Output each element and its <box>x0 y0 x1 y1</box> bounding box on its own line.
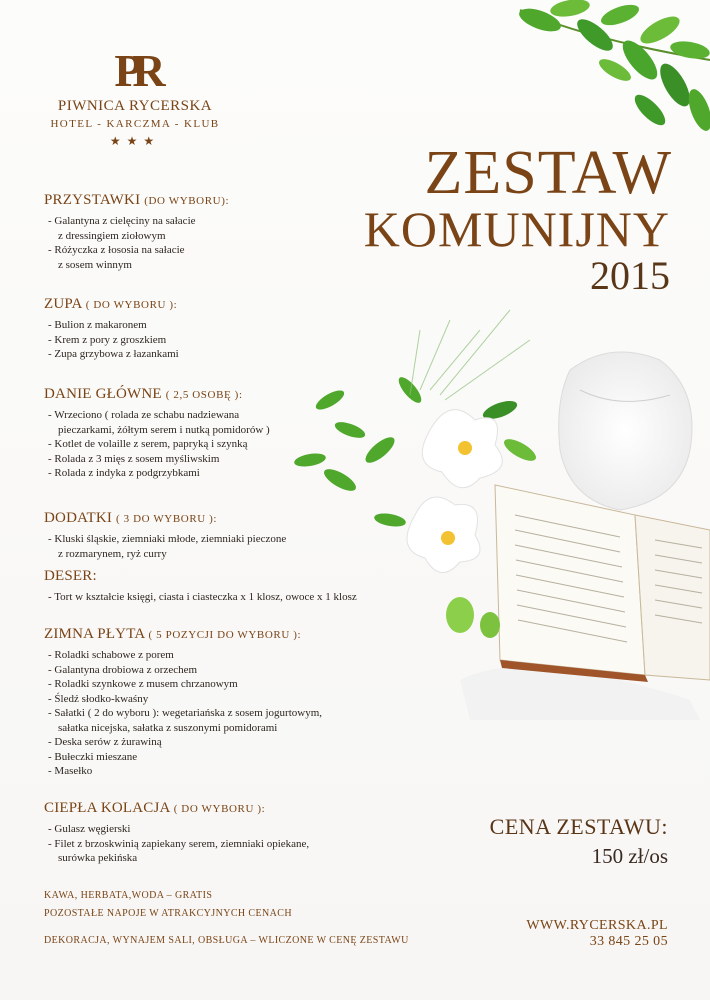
menu-item: z rozmarynem, ryż curry <box>58 547 167 560</box>
section-przystawki <box>44 192 229 272</box>
section-items <box>44 822 309 866</box>
price-value: 150 zł/os <box>591 844 668 868</box>
menu-item: - Rolada z indyka z podgrzybkami <box>48 467 200 479</box>
price-label: CENA ZESTAWU: <box>489 814 668 839</box>
section-zimna-plyta <box>44 626 322 779</box>
section-items <box>44 532 286 561</box>
menu-item: - Deska serów z żurawiną <box>48 736 162 748</box>
section-heading <box>44 192 229 209</box>
section-items <box>44 648 322 779</box>
bible-flowers-photo <box>270 300 710 720</box>
section-name: ZIMNA PŁYTA <box>44 626 145 642</box>
menu-item: - Galantyna drobiowa z orzechem <box>48 663 198 676</box>
section-note: ( DO WYBORU ): <box>85 299 178 311</box>
logo-subtitle: HOTEL - KARCZMA - KLUB <box>50 118 220 130</box>
menu-item: - Zupa grzybowa z łazankami <box>48 348 179 360</box>
leaf-branch-icon <box>500 0 710 140</box>
menu-item: - Filet z brzoskwinią zapiekany serem, ziemniaki opiekane, <box>48 837 310 850</box>
section-note: ( 2,5 OSOBĘ ): <box>165 389 243 401</box>
footer-line-3: DEKORACJA, WYNAJEM SALI, OBSŁUGA – WLICZONE W CENĘ ZESTAWU <box>44 935 409 946</box>
menu-item: - Krem z pory z groszkiem <box>48 333 167 346</box>
section-name: ZUPA <box>44 296 82 312</box>
menu-item: - Galantyna z cielęciny na sałacie <box>48 215 196 227</box>
menu-item: - Kotlet de volaille z serem, papryką i szynką <box>48 438 248 450</box>
title-year: 2015 <box>590 253 670 298</box>
menu-item: surówka pekińska <box>58 852 138 864</box>
section-name: CIEPŁA KOLACJA <box>44 800 170 816</box>
logo-stars: ★★★ <box>109 134 161 148</box>
footer-line-2: POZOSTAŁE NAPOJE W ATRAKCYJNYCH CENACH <box>44 908 292 919</box>
section-heading <box>44 626 322 643</box>
menu-item: - Wrzeciono ( rolada ze schabu nadziewana <box>48 409 240 421</box>
section-name: PRZYSTAWKI <box>44 192 141 208</box>
menu-item: z dressingiem ziołowym <box>58 229 166 242</box>
menu-item: - Bułeczki mieszane <box>48 750 138 763</box>
section-items <box>44 214 229 272</box>
menu-item: - Rolada z 3 mięs z sosem myśliwskim <box>48 452 220 465</box>
menu-item: - Różyczka z łososia na sałacie <box>48 244 185 256</box>
menu-item: - Kluski śląskie, ziemniaki młode, ziemniaki pieczone <box>48 533 287 545</box>
section-heading <box>44 568 357 585</box>
menu-item: - Masełko <box>48 765 93 777</box>
menu-item: - Roladki schabowe z porem <box>48 649 174 661</box>
section-items <box>44 408 270 481</box>
section-deser <box>44 568 357 605</box>
footer-line-1: KAWA, HERBATA,WODA – GRATIS <box>44 890 213 901</box>
section-items <box>44 590 357 605</box>
menu-item: - Tort w kształcie księgi, ciasta i ciasteczka x 1 klosz, owoce x 1 klosz <box>48 591 357 603</box>
section-ciepla-kolacja <box>44 800 309 866</box>
section-heading <box>44 800 309 817</box>
section-note: ( 5 POZYCJI DO WYBORU ): <box>148 629 302 641</box>
menu-item: - Śledź słodko-kwaśny <box>48 692 149 705</box>
menu-item: sałatka nicejska, sałatka z suszonymi pomidorami <box>58 721 278 734</box>
section-name: DANIE GŁÓWNE <box>44 386 162 402</box>
logo <box>40 45 230 149</box>
menu-item: - Bulion z makaronem <box>48 319 147 331</box>
logo-mark: PR <box>114 45 156 96</box>
section-heading <box>44 296 179 313</box>
section-note: ( DO WYBORU ): <box>173 803 266 815</box>
website-link[interactable]: WWW.RYCERSKA.PL <box>526 918 668 933</box>
logo-name: PIWNICA RYCERSKA <box>57 98 213 114</box>
title-line-1: ZESTAW <box>424 139 672 207</box>
section-dodatki <box>44 510 286 561</box>
menu-item: - Sałatki ( 2 do wyboru ): wegetariańska z sosem jogurtowym, <box>48 707 323 719</box>
menu-item: z sosem winnym <box>58 258 132 271</box>
section-danie-glowne <box>44 386 270 481</box>
title-line-2: KOMUNIJNY <box>363 201 670 257</box>
section-name: DODATKI <box>44 510 113 526</box>
section-heading <box>44 386 270 403</box>
menu-item: pieczarkami, żółtym serem i nutką pomidorów ) <box>58 423 270 436</box>
phone-number: 33 845 25 05 <box>589 934 668 949</box>
menu-item: - Roladki szynkowe z musem chrzanowym <box>48 678 238 690</box>
section-note: (DO WYBORU): <box>144 195 230 207</box>
menu-item: - Gulasz węgierski <box>48 823 131 835</box>
section-zupa <box>44 296 179 362</box>
section-items <box>44 318 179 362</box>
section-heading <box>44 510 286 527</box>
section-name: DESER: <box>44 568 97 584</box>
section-note: ( 3 DO WYBORU ): <box>116 513 218 525</box>
